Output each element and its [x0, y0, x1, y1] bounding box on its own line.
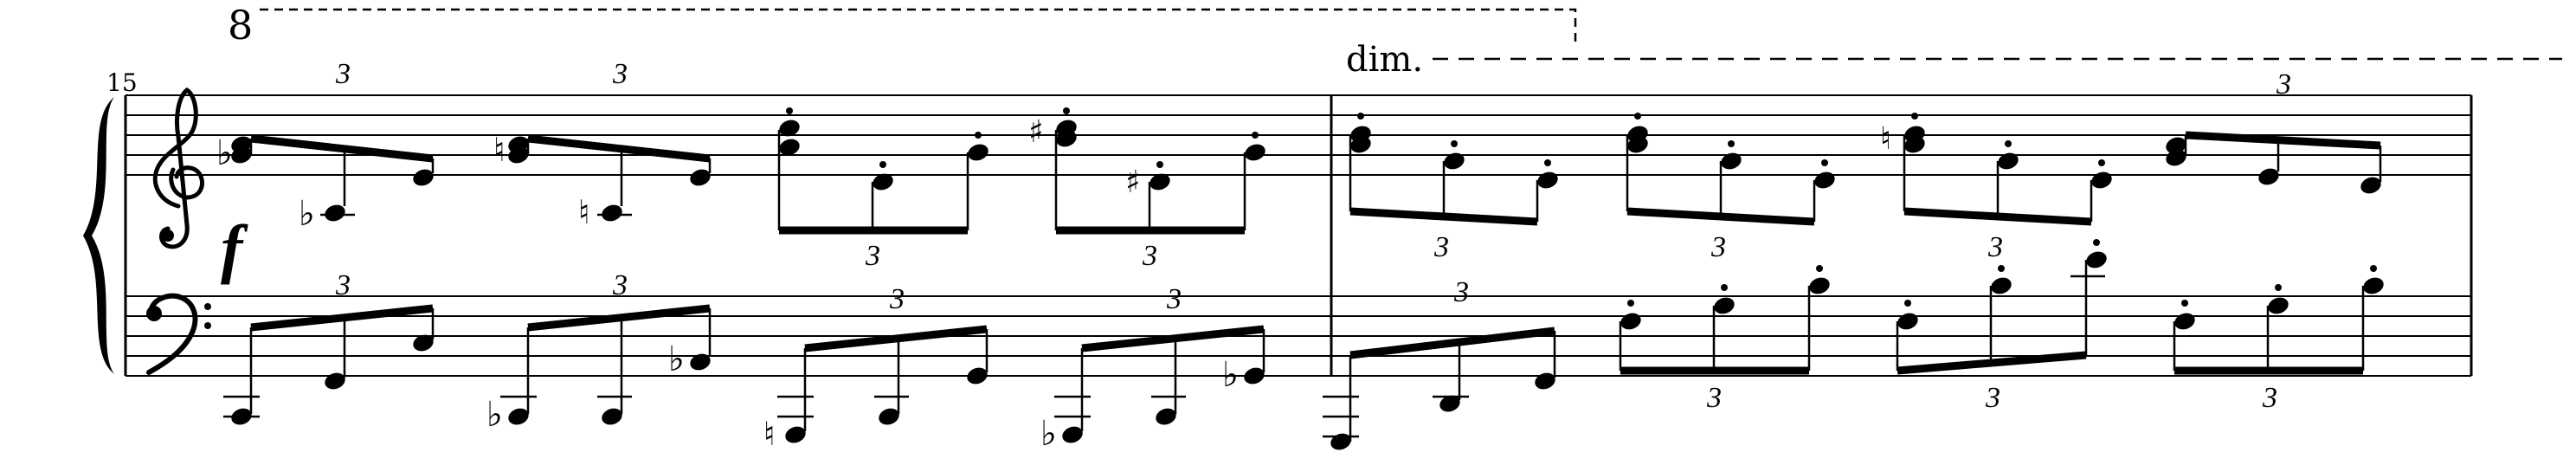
tuplet-number: 3: [1988, 231, 2003, 263]
tuplet-number: 3: [613, 269, 628, 301]
flat-icon: ♭: [668, 339, 685, 379]
bass-staff: [126, 296, 2471, 376]
treble-clef-icon: [155, 90, 202, 247]
sharp-icon: ♯: [1028, 114, 1044, 150]
treble-measure-1: [216, 58, 1267, 272]
flat-icon: ♭: [1040, 414, 1057, 454]
tuplet-number: 3: [866, 240, 880, 272]
tuplet-number: 3: [1986, 382, 2000, 414]
tuplet-number: 3: [1434, 231, 1449, 263]
tuplet-number: 3: [613, 58, 628, 90]
sharp-icon: ♯: [1125, 165, 1141, 200]
flat-icon: ♭: [1222, 355, 1239, 395]
tuplet-number: 3: [2263, 382, 2277, 414]
tuplet-number: 3: [1143, 240, 1157, 272]
ottava-mark: 8: [228, 2, 254, 48]
tuplet-number: 3: [1711, 231, 1726, 263]
tuplet-number: 3: [1454, 276, 1469, 308]
tuplet-number: 3: [1167, 283, 1182, 315]
tuplet-number: 3: [336, 269, 351, 301]
natural-icon: ♮: [493, 131, 506, 169]
brace: [83, 97, 114, 374]
dim-marking: dim.: [1346, 40, 1424, 80]
tuplet-number: 3: [890, 283, 905, 315]
natural-icon: ♮: [1880, 121, 1891, 157]
tuplet-number: 3: [1707, 382, 1722, 414]
natural-icon: ♮: [578, 193, 590, 231]
natural-icon: ♮: [763, 415, 776, 453]
measure-number: 15: [106, 68, 138, 97]
treble-staff: [126, 95, 2471, 175]
tuplet-number: 3: [336, 58, 351, 90]
treble-measure-2: [1349, 68, 2384, 263]
bass-clef-icon: [146, 296, 211, 372]
bass-measure-2: [1323, 239, 2386, 453]
flat-icon: ♭: [216, 133, 233, 173]
flat-icon: ♭: [486, 395, 503, 435]
dynamic-forte: f: [221, 212, 243, 285]
flat-icon: ♭: [299, 194, 315, 234]
tuplet-number: 3: [2277, 68, 2291, 100]
